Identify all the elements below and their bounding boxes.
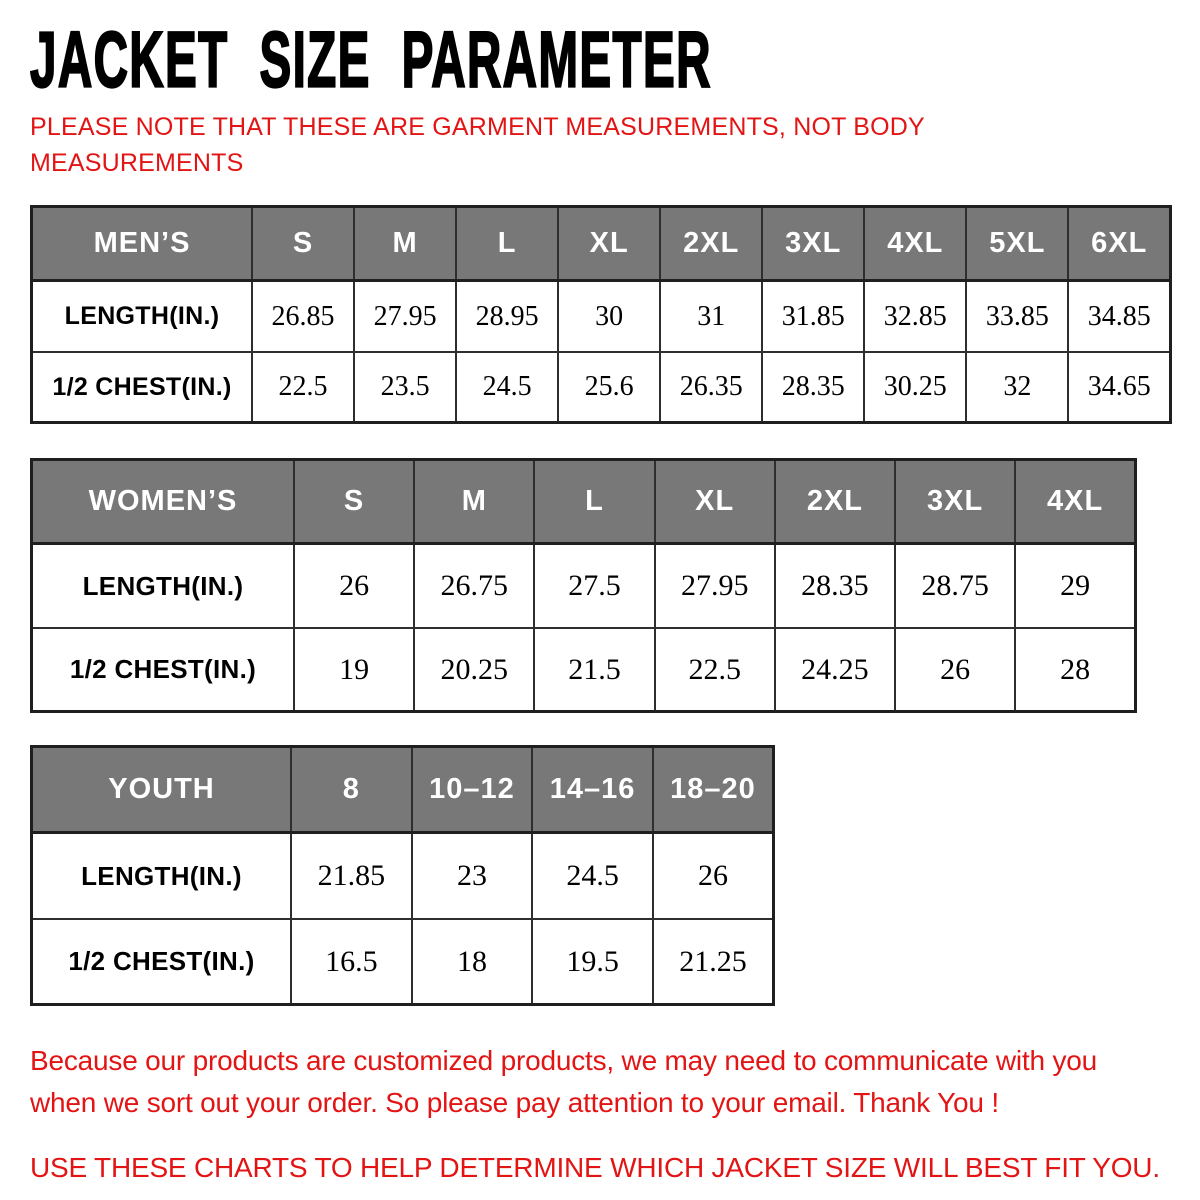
mens-value-cell: 28.35: [762, 352, 864, 423]
youth-value-cell: 24.5: [532, 833, 653, 919]
youth-size-header-14-16: 14–16: [532, 747, 653, 833]
womens-value-cell: 27.5: [534, 544, 654, 628]
mens-size-header-l: L: [456, 207, 558, 281]
youth-table-title-cell: YOUTH: [32, 747, 292, 833]
womens-size-header-4xl: 4XL: [1015, 460, 1135, 544]
womens-value-cell: 19: [294, 628, 414, 712]
womens-size-header-s: S: [294, 460, 414, 544]
garment-measurement-note: [30, 110, 1172, 181]
mens-value-cell: 26.35: [660, 352, 762, 423]
youth-value-cell: 18: [412, 919, 533, 1005]
mens-size-header-5xl: 5XL: [966, 207, 1068, 281]
mens-size-table: [30, 205, 1172, 424]
womens-value-cell: 28: [1015, 628, 1135, 712]
youth-row-label-length-in: LENGTH(IN.): [32, 833, 292, 919]
womens-row-label-1-2-chest-in: 1/2 CHEST(IN.): [32, 628, 295, 712]
womens-value-cell: 26.75: [414, 544, 534, 628]
mens-value-cell: 33.85: [966, 281, 1068, 352]
womens-value-cell: 22.5: [655, 628, 775, 712]
mens-value-cell: 24.5: [456, 352, 558, 423]
mens-row-label-1-2-chest-in: 1/2 CHEST(IN.): [32, 352, 253, 423]
mens-value-cell: 32.85: [864, 281, 966, 352]
womens-value-cell: 27.95: [655, 544, 775, 628]
mens-value-cell: 28.95: [456, 281, 558, 352]
youth-size-header-8: 8: [291, 747, 412, 833]
mens-table-title-cell: MEN’S: [32, 207, 253, 281]
mens-value-cell: 34.65: [1068, 352, 1170, 423]
womens-value-cell: 29: [1015, 544, 1135, 628]
mens-value-cell: 23.5: [354, 352, 456, 423]
mens-value-cell: 32: [966, 352, 1068, 423]
womens-size-header-xl: XL: [655, 460, 775, 544]
mens-value-cell: 34.85: [1068, 281, 1170, 352]
womens-value-cell: 28.35: [775, 544, 895, 628]
customization-note-line2: when we sort out your order. So please pay attention to your email. Thank You !: [30, 1087, 999, 1119]
mens-value-cell: 22.5: [252, 352, 354, 423]
youth-value-cell: 21.85: [291, 833, 412, 919]
mens-size-header-4xl: 4XL: [864, 207, 966, 281]
mens-value-cell: 31.85: [762, 281, 864, 352]
mens-value-cell: 26.85: [252, 281, 354, 352]
womens-value-cell: 26: [294, 544, 414, 628]
womens-size-header-2xl: 2XL: [775, 460, 895, 544]
youth-value-cell: 19.5: [532, 919, 653, 1005]
garment-measurement-note-line1: PLEASE NOTE THAT THESE ARE GARMENT MEASUREMENTS, NOT BODY: [30, 113, 925, 142]
customization-note-line1: Because our products are customized products, we may need to communicate with you: [30, 1045, 1098, 1077]
womens-value-cell: 21.5: [534, 628, 654, 712]
page-title: JACKET SIZE PARAMETER: [30, 16, 712, 104]
youth-value-cell: 26: [653, 833, 774, 919]
mens-value-cell: 25.6: [558, 352, 660, 423]
mens-size-header-3xl: 3XL: [762, 207, 864, 281]
mens-size-table-section: [30, 205, 1172, 424]
youth-value-cell: 21.25: [653, 919, 774, 1005]
mens-value-cell: 30.25: [864, 352, 966, 423]
youth-size-header-18-20: 18–20: [653, 747, 774, 833]
fit-advice-text: USE THESE CHARTS TO HELP DETERMINE WHICH JACKET SIZE WILL BEST FIT YOU.: [30, 1152, 1160, 1184]
youth-value-cell: 23: [412, 833, 533, 919]
mens-row-label-length-in: LENGTH(IN.): [32, 281, 253, 352]
customization-note: [30, 1040, 1172, 1124]
womens-value-cell: 28.75: [895, 544, 1015, 628]
youth-value-cell: 16.5: [291, 919, 412, 1005]
youth-size-table: [30, 745, 775, 1006]
youth-row-label-1-2-chest-in: 1/2 CHEST(IN.): [32, 919, 292, 1005]
garment-measurement-note-line2: MEASUREMENTS: [30, 148, 244, 177]
mens-value-cell: 27.95: [354, 281, 456, 352]
womens-size-table-section: [30, 458, 1172, 713]
womens-value-cell: 24.25: [775, 628, 895, 712]
youth-size-table-section: [30, 745, 1172, 1006]
youth-size-header-10-12: 10–12: [412, 747, 533, 833]
womens-size-header-m: M: [414, 460, 534, 544]
womens-row-label-length-in: LENGTH(IN.): [32, 544, 295, 628]
womens-value-cell: 20.25: [414, 628, 534, 712]
mens-size-header-m: M: [354, 207, 456, 281]
womens-size-table: [30, 458, 1137, 713]
womens-size-header-l: L: [534, 460, 654, 544]
mens-value-cell: 30: [558, 281, 660, 352]
womens-size-header-3xl: 3XL: [895, 460, 1015, 544]
mens-size-header-s: S: [252, 207, 354, 281]
womens-table-title-cell: WOMEN’S: [32, 460, 295, 544]
mens-size-header-2xl: 2XL: [660, 207, 762, 281]
mens-size-header-xl: XL: [558, 207, 660, 281]
womens-value-cell: 26: [895, 628, 1015, 712]
mens-value-cell: 31: [660, 281, 762, 352]
mens-size-header-6xl: 6XL: [1068, 207, 1170, 281]
